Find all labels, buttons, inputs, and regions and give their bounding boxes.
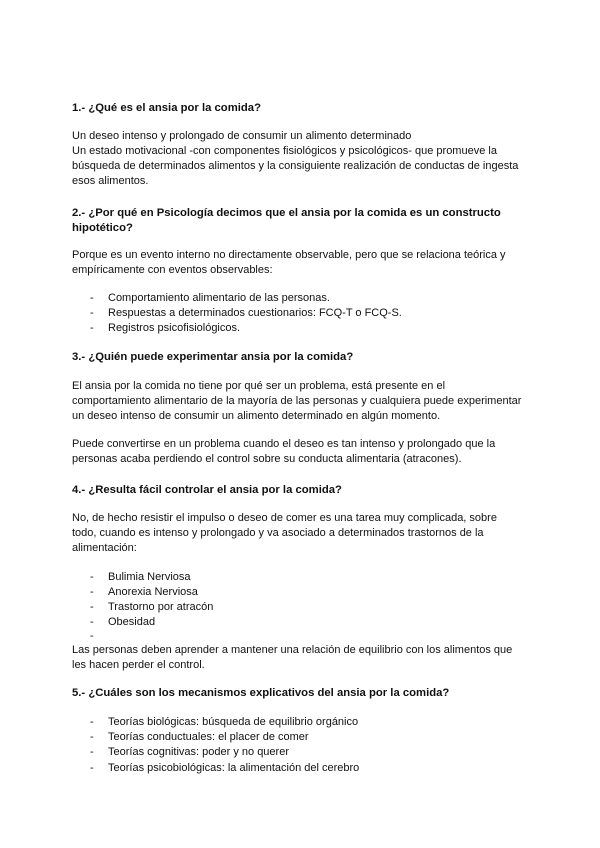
bullet-dash: - bbox=[90, 616, 94, 628]
bullet-dash: - bbox=[90, 571, 94, 583]
paragraph-line: Un estado motivacional -con componentes fisiológicos y psicológicos- que promueve la bbox=[72, 145, 497, 157]
paragraph-line: empíricamente con eventos observables: bbox=[72, 264, 273, 276]
paragraph-line: personas acaba perdiendo el control sobre su conducta alimentaria (atracones). bbox=[72, 453, 462, 465]
bullet-dash: - bbox=[90, 746, 94, 758]
bullet-dash: - bbox=[90, 762, 94, 774]
paragraph-line: Un deseo intenso y prolongado de consumir un alimento determinado bbox=[72, 130, 412, 142]
paragraph-line: esos alimentos. bbox=[72, 175, 149, 187]
list-item-text: Teorías cognitivas: poder y no querer bbox=[108, 746, 289, 758]
bullet-dash: - bbox=[90, 307, 94, 319]
list-item-text: Teorías biológicas: búsqueda de equilibrio orgánico bbox=[108, 716, 359, 728]
heading-5: 5.- ¿Cuáles son los mecanismos explicativos del ansia por la comida? bbox=[72, 687, 450, 699]
paragraph-line: búsqueda de determinados alimentos y la consiguiente realización de conductas de ingesta bbox=[72, 160, 519, 172]
list-item-text: Respuestas a determinados cuestionarios: FCQ-T o FCQ-S. bbox=[108, 307, 402, 319]
paragraph-line: Puede convertirse en un problema cuando el deseo es tan intenso y prolongado que la bbox=[72, 438, 496, 450]
list-item-text: Comportamiento alimentario de las personas. bbox=[108, 292, 330, 304]
list-item-text: Trastorno por atracón bbox=[108, 601, 214, 613]
bullet-dash: - bbox=[90, 601, 94, 613]
bullet-dash: - bbox=[90, 716, 94, 728]
heading-2: 2.- ¿Por qué en Psicología decimos que el ansia por la comida es un constructo bbox=[72, 207, 501, 219]
paragraph-line: No, de hecho resistir el impulso o deseo de comer es una tarea muy complicada, sobre bbox=[72, 512, 497, 524]
list-item-text: Teorías psicobiológicas: la alimentación del cerebro bbox=[108, 762, 360, 774]
bullet-dash: - bbox=[90, 322, 94, 334]
paragraph-line: alimentación: bbox=[72, 542, 137, 554]
list-item-text: Registros psicofisiológicos. bbox=[108, 322, 241, 334]
bullet-dash: - bbox=[90, 292, 94, 304]
heading-2-cont: hipotético? bbox=[72, 222, 133, 234]
paragraph-line: les hacen perder el control. bbox=[72, 659, 205, 671]
list-item-text: Bulimia Nerviosa bbox=[108, 571, 191, 583]
heading-4: 4.- ¿Resulta fácil controlar el ansia por la comida? bbox=[72, 484, 342, 496]
paragraph-line: comportamiento alimentario de la mayoría de las personas y cualquiera puede experimentar bbox=[72, 395, 522, 407]
heading-3: 3.- ¿Quién puede experimentar ansia por la comida? bbox=[72, 351, 354, 363]
paragraph-line: Las personas deben aprender a mantener una relación de equilibrio con los alimentos que bbox=[72, 644, 513, 656]
list-item-text: Teorías conductuales: el placer de comer bbox=[108, 731, 309, 743]
list-item-text: Obesidad bbox=[108, 616, 156, 628]
bullet-dash: - bbox=[90, 586, 94, 598]
paragraph-line: un deseo intenso de consumir un alimento determinado en algún momento. bbox=[72, 410, 441, 422]
paragraph-line: todo, cuando es intenso y prolongado y va asociado a determinados trastornos de la bbox=[72, 527, 484, 539]
paragraph-line: El ansia por la comida no tiene por qué ser un problema, está presente en el bbox=[72, 380, 446, 392]
bullet-dash: - bbox=[90, 731, 94, 743]
bullet-dash: - bbox=[90, 630, 94, 642]
list-item-text: Anorexia Nerviosa bbox=[108, 586, 198, 598]
heading-1: 1.- ¿Qué es el ansia por la comida? bbox=[72, 102, 261, 114]
paragraph-line: Porque es un evento interno no directamente observable, pero que se relaciona teórica y bbox=[72, 249, 506, 261]
